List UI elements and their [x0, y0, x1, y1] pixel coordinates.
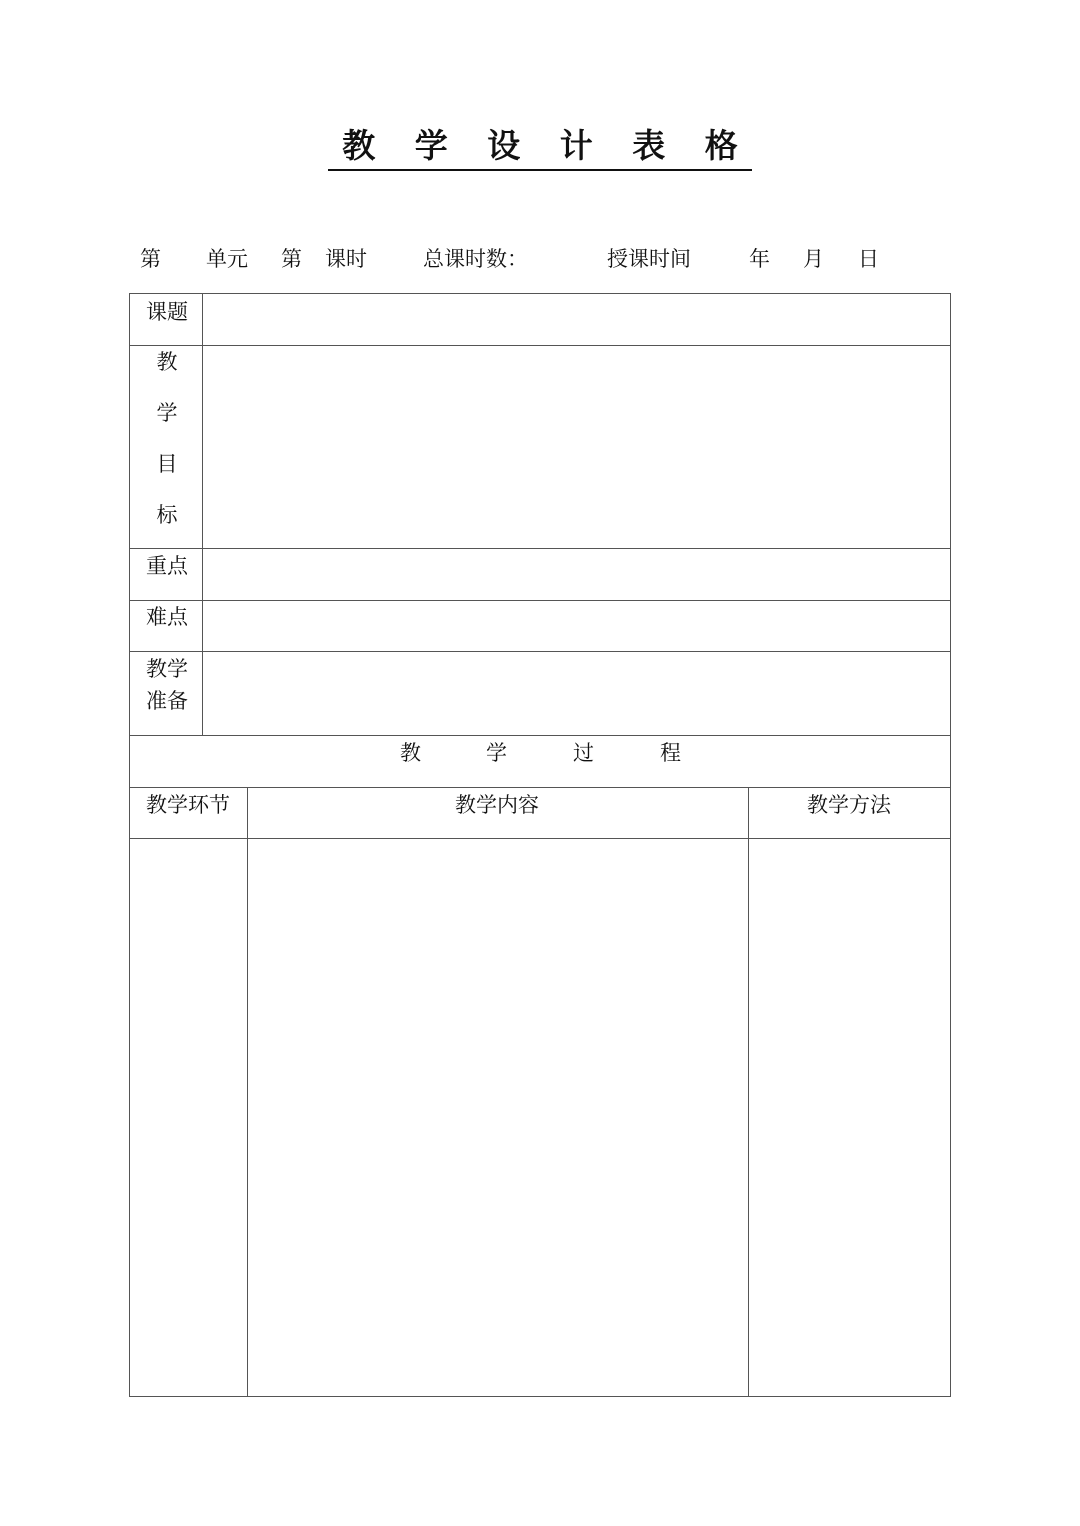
total-hours-label: 总课时数： — [423, 247, 528, 271]
unit-suffix: 单元 — [206, 247, 248, 271]
objectives-char: 标 — [156, 503, 178, 527]
objectives-char: 目 — [156, 452, 178, 476]
topic-label: 课题 — [146, 300, 188, 324]
stage-column-header: 教学环节 — [146, 793, 230, 817]
objectives-char: 学 — [156, 401, 178, 425]
difficulties-label: 难点 — [146, 605, 188, 629]
preparation-field[interactable] — [203, 652, 950, 735]
objectives-char: 教 — [156, 350, 178, 374]
method-field[interactable] — [749, 839, 950, 1396]
lesson-prefix: 第 — [281, 247, 302, 271]
stage-field[interactable] — [130, 839, 247, 1396]
row-divider-process — [130, 787, 950, 788]
method-column-header: 教学方法 — [807, 793, 891, 817]
day-label: 日 — [858, 247, 879, 271]
lesson-info-line — [0, 244, 1080, 274]
content-field[interactable] — [248, 839, 748, 1396]
lesson-suffix: 课时 — [325, 247, 367, 271]
key-points-field[interactable] — [203, 549, 950, 600]
year-label: 年 — [749, 247, 770, 271]
preparation-label-line1: 教学 — [146, 657, 188, 681]
difficulties-field[interactable] — [203, 601, 950, 651]
process-char: 程 — [660, 741, 681, 765]
month-label: 月 — [803, 247, 824, 271]
key-points-label: 重点 — [146, 554, 188, 578]
objectives-label — [151, 346, 183, 550]
content-column-header: 教学内容 — [455, 793, 539, 817]
row-divider-preparation — [130, 735, 950, 736]
topic-field[interactable] — [203, 294, 950, 345]
page-title-text: 教 学 设 计 表 格 — [328, 124, 751, 171]
page-title — [0, 124, 1080, 171]
lesson-plan-table — [129, 293, 951, 1397]
process-char: 学 — [486, 741, 507, 765]
unit-prefix: 第 — [140, 247, 161, 271]
teaching-time-label: 授课时间 — [607, 247, 691, 271]
preparation-label-line2: 准备 — [146, 689, 188, 713]
process-char: 过 — [573, 741, 594, 765]
objectives-field[interactable] — [203, 346, 950, 548]
process-char: 教 — [400, 741, 421, 765]
